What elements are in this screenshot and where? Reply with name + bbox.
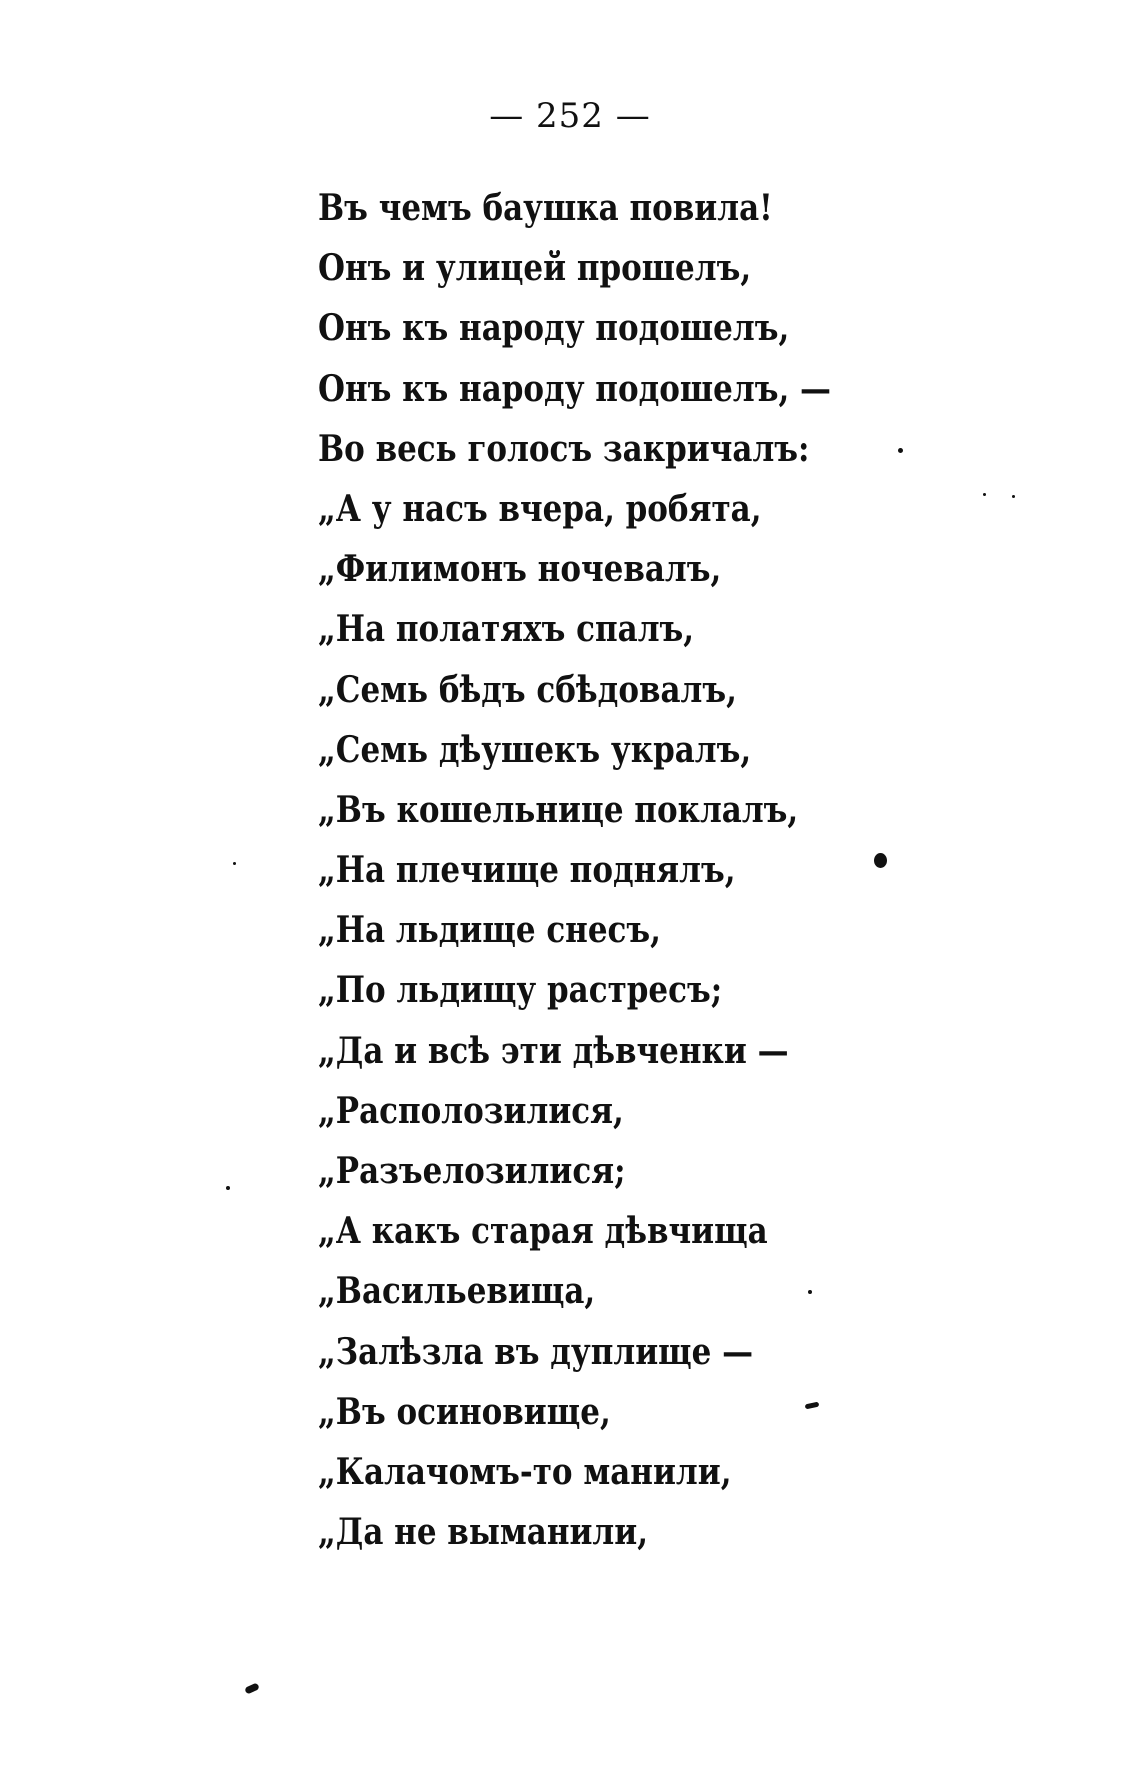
verse-line: „На льдище снесъ, bbox=[318, 909, 661, 952]
print-speck bbox=[233, 862, 236, 865]
page-number: — 252 — bbox=[489, 96, 651, 136]
verse-line: Онъ къ народу подошелъ, bbox=[318, 307, 790, 350]
verse-line: „Въ осиновище, bbox=[318, 1390, 611, 1433]
print-speck bbox=[808, 1290, 812, 1294]
print-speck bbox=[874, 853, 887, 868]
verse-text bbox=[318, 178, 914, 1562]
print-speck bbox=[1012, 495, 1015, 498]
verse-line: Въ чемъ баушка повила! bbox=[318, 187, 773, 229]
verse-line: Онъ и улицей прошелъ, bbox=[318, 247, 752, 290]
verse-line: „Разъелозилися; bbox=[318, 1150, 626, 1192]
verse-line: „По льдищу растресъ; bbox=[318, 969, 723, 1012]
verse-line: „На плечище поднялъ, bbox=[318, 849, 736, 892]
verse-line: „Въ кошельнице поклалъ, bbox=[318, 788, 799, 831]
verse-line: Онъ къ народу подошелъ, — bbox=[318, 367, 831, 410]
verse-line: „А какъ старая дѣвчища bbox=[318, 1210, 768, 1253]
verse-line: „Залѣзла въ дуплище — bbox=[318, 1330, 754, 1373]
verse-line: „А у насъ вчера, робята, bbox=[318, 487, 762, 530]
print-speck bbox=[244, 1682, 260, 1694]
verse-line: „Да не выманили, bbox=[318, 1511, 649, 1554]
verse-line: Во весь голосъ закричалъ: bbox=[318, 427, 810, 470]
verse-line: „Семь бѣдъ сбѣдовалъ, bbox=[318, 668, 737, 711]
verse-line: „Да и всѣ эти дѣвченки — bbox=[318, 1029, 789, 1072]
verse-line: „На полатяхъ спалъ, bbox=[318, 608, 695, 651]
print-speck bbox=[898, 448, 903, 453]
verse-line: „Филимонъ ночевалъ, bbox=[318, 548, 722, 591]
verse-line: „Семь дѣушекъ укралъ, bbox=[318, 728, 752, 771]
print-speck bbox=[983, 493, 986, 496]
verse-line: „Располозилися, bbox=[318, 1089, 624, 1132]
verse-line: „Калачомъ-то манили, bbox=[318, 1450, 732, 1493]
print-speck bbox=[226, 1186, 230, 1190]
verse-line: „Васильевища, bbox=[318, 1270, 596, 1313]
